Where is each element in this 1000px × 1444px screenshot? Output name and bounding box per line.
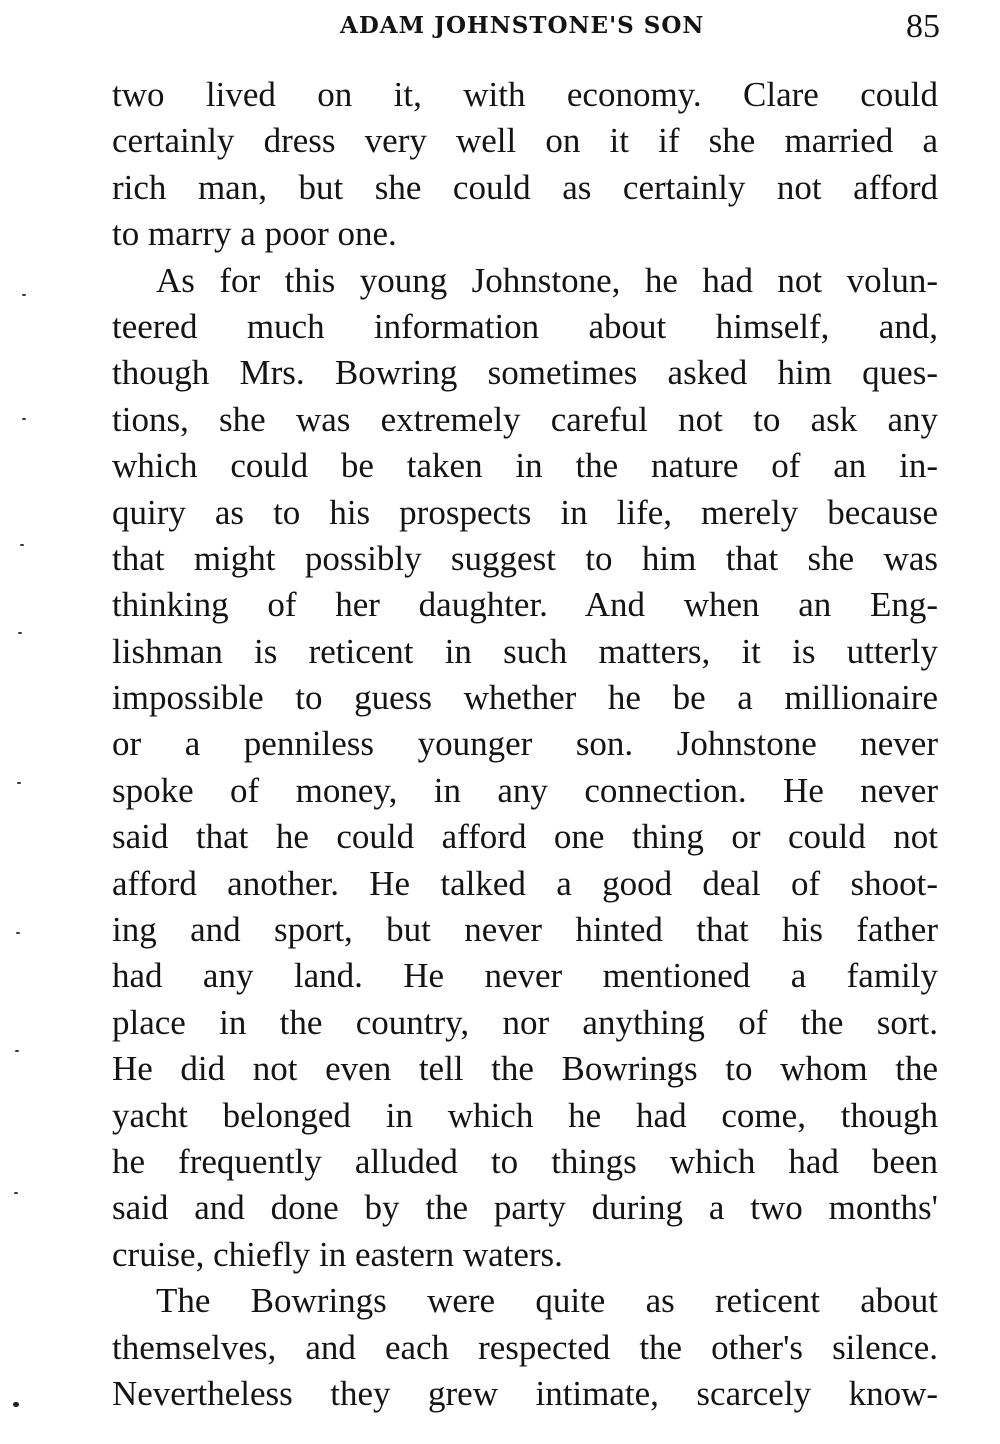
text-line: afford another. He talked a good deal of shoot- bbox=[112, 863, 938, 903]
margin-speck bbox=[13, 1402, 19, 1407]
text-line: that might possibly suggest to him that she was bbox=[112, 538, 938, 578]
text-line: thinking of her daughter. And when an Eng- bbox=[112, 585, 938, 625]
margin-speck bbox=[17, 782, 21, 784]
text-line: he frequently alluded to things which had been bbox=[112, 1141, 938, 1181]
running-head bbox=[110, 8, 948, 48]
text-line: or a penniless younger son. Johnstone never bbox=[112, 724, 938, 764]
paragraph-first-line: As for this young Johnstone, he had not volun- bbox=[156, 260, 938, 300]
text-line: said that he could afford one thing or could not bbox=[112, 817, 938, 857]
margin-specks bbox=[0, 0, 60, 1444]
body-text bbox=[112, 72, 938, 1417]
margin-speck bbox=[20, 544, 24, 546]
margin-speck bbox=[22, 418, 26, 420]
text-line: themselves, and each respected the other's silence. bbox=[112, 1327, 938, 1367]
text-line: though Mrs. Bowring sometimes asked him ques- bbox=[112, 353, 938, 393]
text-line: cruise, chiefly in eastern waters. bbox=[112, 1234, 563, 1274]
margin-speck bbox=[15, 1050, 19, 1052]
text-line: ing and sport, but never hinted that his father bbox=[112, 910, 938, 950]
text-line: Nevertheless they grew intimate, scarcely know- bbox=[112, 1373, 938, 1413]
margin-speck bbox=[16, 932, 20, 934]
paragraph-first-line: The Bowrings were quite as reticent about bbox=[156, 1281, 938, 1321]
text-line: tions, she was extremely careful not to ask any bbox=[112, 399, 938, 439]
text-line: He did not even tell the Bowrings to whom the bbox=[112, 1049, 938, 1089]
text-line: quiry as to his prospects in life, merely because bbox=[112, 492, 938, 532]
margin-speck bbox=[22, 294, 26, 296]
text-line: to marry a poor one. bbox=[112, 214, 397, 254]
margin-speck bbox=[18, 632, 22, 634]
text-line: spoke of money, in any connection. He never bbox=[112, 770, 938, 810]
text-line: rich man, but she could as certainly not afford bbox=[112, 167, 938, 207]
text-line: teered much information about himself, and, bbox=[112, 306, 938, 346]
text-line: which could be taken in the nature of an in- bbox=[112, 446, 938, 486]
text-line: lishman is reticent in such matters, it is utterly bbox=[112, 631, 938, 671]
running-title: ADAM JOHNSTONE'S SON bbox=[340, 12, 705, 39]
margin-speck bbox=[14, 1192, 18, 1194]
text-line: place in the country, nor anything of the sort. bbox=[112, 1002, 938, 1042]
page-number: 85 bbox=[906, 8, 940, 45]
text-line: two lived on it, with economy. Clare could bbox=[112, 75, 938, 114]
text-line: impossible to guess whether he be a millionaire bbox=[112, 678, 938, 718]
text-line: yacht belonged in which he had come, though bbox=[112, 1095, 938, 1135]
text-line: certainly dress very well on it if she married a bbox=[112, 121, 938, 161]
text-line: said and done by the party during a two months' bbox=[112, 1188, 938, 1228]
text-line: had any land. He never mentioned a family bbox=[112, 956, 938, 996]
